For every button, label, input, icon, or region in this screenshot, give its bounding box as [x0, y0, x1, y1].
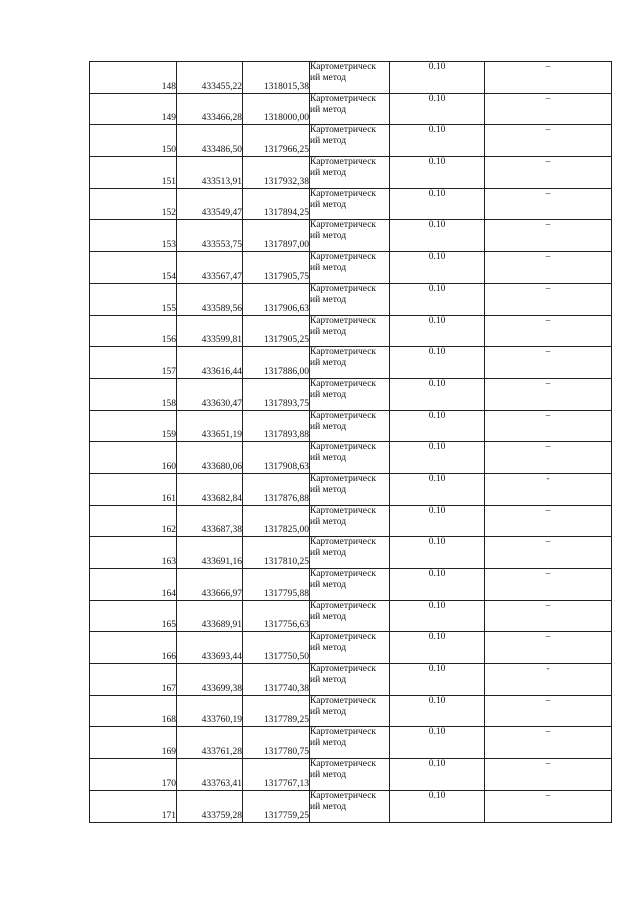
- note-cell: –: [485, 252, 612, 284]
- method-text-line-2: ий метод: [310, 199, 347, 210]
- point-number-cell: 149: [90, 93, 177, 125]
- accuracy-cell: 0.10: [390, 569, 485, 601]
- method-cell: [310, 62, 390, 94]
- x-coordinate-cell: 433616,44: [177, 347, 243, 379]
- y-coordinate-cell: 1317897,00: [243, 220, 310, 252]
- point-number-cell: 166: [90, 632, 177, 664]
- note-cell: –: [485, 125, 612, 157]
- accuracy-cell: 0.10: [390, 283, 485, 315]
- y-coordinate-cell: 1317908,63: [243, 442, 310, 474]
- method-cell: [310, 695, 390, 727]
- note-cell: –: [485, 188, 612, 220]
- method-text-line-2: ий метод: [310, 675, 347, 686]
- note-cell: –: [485, 632, 612, 664]
- point-number-cell: 148: [90, 62, 177, 94]
- method-text-line-2: ий метод: [310, 643, 347, 654]
- table-row: [90, 410, 612, 442]
- table-row: [90, 537, 612, 569]
- method-text-line-1: Картометрическ: [310, 315, 377, 326]
- y-coordinate-cell: 1317893,88: [243, 410, 310, 442]
- note-cell: –: [485, 442, 612, 474]
- x-coordinate-cell: 433599,81: [177, 315, 243, 347]
- method-text-line-1: Картометрическ: [310, 759, 377, 770]
- y-coordinate-cell: 1317795,88: [243, 569, 310, 601]
- method-cell: [310, 759, 390, 791]
- method-cell: [310, 473, 390, 505]
- method-cell: [310, 378, 390, 410]
- y-coordinate-cell: 1317905,25: [243, 315, 310, 347]
- note-cell: –: [485, 62, 612, 94]
- point-number-cell: 171: [90, 790, 177, 822]
- point-number-cell: 154: [90, 252, 177, 284]
- method-text-line-1: Картометрическ: [310, 695, 377, 706]
- coordinates-table: [89, 61, 612, 823]
- method-text-line-1: Картометрическ: [310, 600, 377, 611]
- point-number-cell: 158: [90, 378, 177, 410]
- point-number-cell: 167: [90, 664, 177, 696]
- method-text-line-2: ий метод: [310, 73, 347, 83]
- method-text-line-2: ий метод: [310, 358, 347, 369]
- accuracy-cell: 0.10: [390, 600, 485, 632]
- method-text-line-2: ий метод: [310, 580, 347, 590]
- method-text-line-2: ий метод: [310, 168, 347, 179]
- x-coordinate-cell: 433687,38: [177, 505, 243, 537]
- method-cell: [310, 632, 390, 664]
- point-number-cell: 168: [90, 695, 177, 727]
- method-cell: [310, 220, 390, 252]
- method-text-line-1: Картометрическ: [310, 252, 377, 263]
- method-text-line-2: ий метод: [310, 611, 347, 622]
- point-number-cell: 155: [90, 283, 177, 315]
- note-cell: –: [485, 283, 612, 315]
- accuracy-cell: 0.10: [390, 759, 485, 791]
- x-coordinate-cell: 433466,28: [177, 93, 243, 125]
- accuracy-cell: 0.10: [390, 93, 485, 125]
- accuracy-cell: 0.10: [390, 378, 485, 410]
- method-text-line-1: Картометрическ: [310, 790, 377, 801]
- method-text-line-2: ий метод: [310, 294, 347, 305]
- y-coordinate-cell: 1317886,00: [243, 347, 310, 379]
- note-cell: –: [485, 315, 612, 347]
- y-coordinate-cell: 1318015,38: [243, 62, 310, 94]
- x-coordinate-cell: 433759,28: [177, 790, 243, 822]
- y-coordinate-cell: 1317876,88: [243, 473, 310, 505]
- method-text-line-1: Картометрическ: [310, 569, 377, 579]
- y-coordinate-cell: 1318000,00: [243, 93, 310, 125]
- method-text-line-2: ий метод: [310, 516, 347, 527]
- table-row: [90, 695, 612, 727]
- y-coordinate-cell: 1317767,13: [243, 759, 310, 791]
- method-text-line-2: ий метод: [310, 453, 347, 464]
- x-coordinate-cell: 433589,56: [177, 283, 243, 315]
- point-number-cell: 152: [90, 188, 177, 220]
- point-number-cell: 161: [90, 473, 177, 505]
- y-coordinate-cell: 1317780,75: [243, 727, 310, 759]
- method-cell: [310, 347, 390, 379]
- table-row: [90, 378, 612, 410]
- x-coordinate-cell: 433549,47: [177, 188, 243, 220]
- accuracy-cell: 0.10: [390, 125, 485, 157]
- y-coordinate-cell: 1317905,75: [243, 252, 310, 284]
- x-coordinate-cell: 433651,19: [177, 410, 243, 442]
- y-coordinate-cell: 1317789,25: [243, 695, 310, 727]
- method-cell: [310, 569, 390, 601]
- note-cell: –: [485, 695, 612, 727]
- note-cell: -: [485, 473, 612, 505]
- table-row: [90, 759, 612, 791]
- method-text-line-2: ий метод: [310, 104, 347, 115]
- accuracy-cell: 0.10: [390, 537, 485, 569]
- x-coordinate-cell: 433699,38: [177, 664, 243, 696]
- accuracy-cell: 0.10: [390, 220, 485, 252]
- method-cell: [310, 790, 390, 822]
- method-cell: [310, 125, 390, 157]
- x-coordinate-cell: 433689,91: [177, 600, 243, 632]
- y-coordinate-cell: 1317893,75: [243, 378, 310, 410]
- method-text-line-1: Картометрическ: [310, 410, 377, 421]
- table-row: [90, 632, 612, 664]
- x-coordinate-cell: 433691,16: [177, 537, 243, 569]
- x-coordinate-cell: 433763,41: [177, 759, 243, 791]
- point-number-cell: 159: [90, 410, 177, 442]
- method-text-line-1: Картометрическ: [310, 283, 377, 294]
- accuracy-cell: 0.10: [390, 62, 485, 94]
- table-row: [90, 505, 612, 537]
- method-cell: [310, 93, 390, 125]
- accuracy-cell: 0.10: [390, 632, 485, 664]
- note-cell: –: [485, 727, 612, 759]
- method-cell: [310, 664, 390, 696]
- accuracy-cell: 0.10: [390, 410, 485, 442]
- method-text-line-1: Картометрическ: [310, 378, 377, 389]
- accuracy-cell: 0.10: [390, 188, 485, 220]
- point-number-cell: 150: [90, 125, 177, 157]
- x-coordinate-cell: 433682,84: [177, 473, 243, 505]
- point-number-cell: 151: [90, 157, 177, 189]
- table-row: [90, 347, 612, 379]
- method-text-line-2: ий метод: [310, 136, 347, 147]
- method-text-line-2: ий метод: [310, 263, 347, 274]
- method-cell: [310, 410, 390, 442]
- table-row: [90, 664, 612, 696]
- accuracy-cell: 0.10: [390, 727, 485, 759]
- method-text-line-1: Картометрическ: [310, 347, 377, 358]
- point-number-cell: 156: [90, 315, 177, 347]
- accuracy-cell: 0.10: [390, 252, 485, 284]
- note-cell: –: [485, 410, 612, 442]
- method-text-line-1: Картометрическ: [310, 537, 377, 548]
- method-cell: [310, 315, 390, 347]
- point-number-cell: 164: [90, 569, 177, 601]
- accuracy-cell: 0.10: [390, 505, 485, 537]
- y-coordinate-cell: 1317810,25: [243, 537, 310, 569]
- note-cell: –: [485, 600, 612, 632]
- method-text-line-1: Картометрическ: [310, 93, 377, 104]
- method-cell: [310, 727, 390, 759]
- table-row: [90, 125, 612, 157]
- method-text-line-1: Картометрическ: [310, 157, 377, 168]
- table-row: [90, 727, 612, 759]
- y-coordinate-cell: 1317966,25: [243, 125, 310, 157]
- method-cell: [310, 157, 390, 189]
- x-coordinate-cell: 433666,97: [177, 569, 243, 601]
- x-coordinate-cell: 433513,91: [177, 157, 243, 189]
- note-cell: –: [485, 790, 612, 822]
- method-text-line-1: Картометрическ: [310, 188, 377, 199]
- method-cell: [310, 505, 390, 537]
- accuracy-cell: 0.10: [390, 664, 485, 696]
- method-text-line-2: ий метод: [310, 421, 347, 432]
- method-text-line-1: Картометрическ: [310, 220, 377, 231]
- x-coordinate-cell: 433760,19: [177, 695, 243, 727]
- table-row: [90, 62, 612, 94]
- method-cell: [310, 252, 390, 284]
- note-cell: –: [485, 569, 612, 601]
- method-text-line-2: ий метод: [310, 548, 347, 559]
- method-text-line-1: Картометрическ: [310, 505, 377, 516]
- method-text-line-2: ий метод: [310, 770, 347, 781]
- y-coordinate-cell: 1317756,63: [243, 600, 310, 632]
- table-row: [90, 442, 612, 474]
- note-cell: -: [485, 664, 612, 696]
- table-row: [90, 157, 612, 189]
- x-coordinate-cell: 433553,75: [177, 220, 243, 252]
- table-row: [90, 252, 612, 284]
- method-text-line-1: Картометрическ: [310, 664, 377, 675]
- point-number-cell: 170: [90, 759, 177, 791]
- x-coordinate-cell: 433486,50: [177, 125, 243, 157]
- method-cell: [310, 188, 390, 220]
- method-text-line-1: Картометрическ: [310, 62, 377, 72]
- method-cell: [310, 283, 390, 315]
- method-text-line-1: Картометрическ: [310, 442, 377, 453]
- y-coordinate-cell: 1317759,25: [243, 790, 310, 822]
- accuracy-cell: 0.10: [390, 347, 485, 379]
- note-cell: –: [485, 220, 612, 252]
- y-coordinate-cell: 1317906,63: [243, 283, 310, 315]
- table-row: [90, 315, 612, 347]
- y-coordinate-cell: 1317825,00: [243, 505, 310, 537]
- method-text-line-1: Картометрическ: [310, 727, 377, 738]
- note-cell: –: [485, 537, 612, 569]
- method-text-line-2: ий метод: [310, 484, 347, 495]
- table-row: [90, 569, 612, 601]
- method-text-line-1: Картометрическ: [310, 125, 377, 136]
- accuracy-cell: 0.10: [390, 315, 485, 347]
- method-text-line-2: ий метод: [310, 801, 347, 812]
- method-text-line-2: ий метод: [310, 706, 347, 717]
- accuracy-cell: 0.10: [390, 157, 485, 189]
- method-cell: [310, 442, 390, 474]
- x-coordinate-cell: 433455,22: [177, 62, 243, 94]
- table-row: [90, 790, 612, 822]
- note-cell: –: [485, 93, 612, 125]
- accuracy-cell: 0.10: [390, 473, 485, 505]
- table-body: [90, 62, 612, 823]
- method-text-line-1: Картометрическ: [310, 473, 377, 484]
- accuracy-cell: 0.10: [390, 442, 485, 474]
- method-text-line-2: ий метод: [310, 389, 347, 400]
- table-row: [90, 473, 612, 505]
- method-text-line-2: ий метод: [310, 231, 347, 242]
- method-text-line-2: ий метод: [310, 738, 347, 749]
- table-row: [90, 188, 612, 220]
- method-text-line-1: Картометрическ: [310, 632, 377, 643]
- table-row: [90, 600, 612, 632]
- accuracy-cell: 0.10: [390, 695, 485, 727]
- point-number-cell: 160: [90, 442, 177, 474]
- method-text-line-2: ий метод: [310, 326, 347, 337]
- point-number-cell: 153: [90, 220, 177, 252]
- y-coordinate-cell: 1317932,38: [243, 157, 310, 189]
- note-cell: –: [485, 505, 612, 537]
- note-cell: –: [485, 157, 612, 189]
- table-row: [90, 93, 612, 125]
- y-coordinate-cell: 1317894,25: [243, 188, 310, 220]
- x-coordinate-cell: 433567,47: [177, 252, 243, 284]
- point-number-cell: 157: [90, 347, 177, 379]
- y-coordinate-cell: 1317740,38: [243, 664, 310, 696]
- y-coordinate-cell: 1317750,50: [243, 632, 310, 664]
- table-row: [90, 283, 612, 315]
- method-cell: [310, 537, 390, 569]
- x-coordinate-cell: 433693,44: [177, 632, 243, 664]
- x-coordinate-cell: 433630,47: [177, 378, 243, 410]
- note-cell: –: [485, 347, 612, 379]
- x-coordinate-cell: 433761,28: [177, 727, 243, 759]
- point-number-cell: 162: [90, 505, 177, 537]
- point-number-cell: 163: [90, 537, 177, 569]
- point-number-cell: 169: [90, 727, 177, 759]
- accuracy-cell: 0.10: [390, 790, 485, 822]
- method-cell: [310, 600, 390, 632]
- table-row: [90, 220, 612, 252]
- note-cell: –: [485, 378, 612, 410]
- point-number-cell: 165: [90, 600, 177, 632]
- x-coordinate-cell: 433680,06: [177, 442, 243, 474]
- note-cell: –: [485, 759, 612, 791]
